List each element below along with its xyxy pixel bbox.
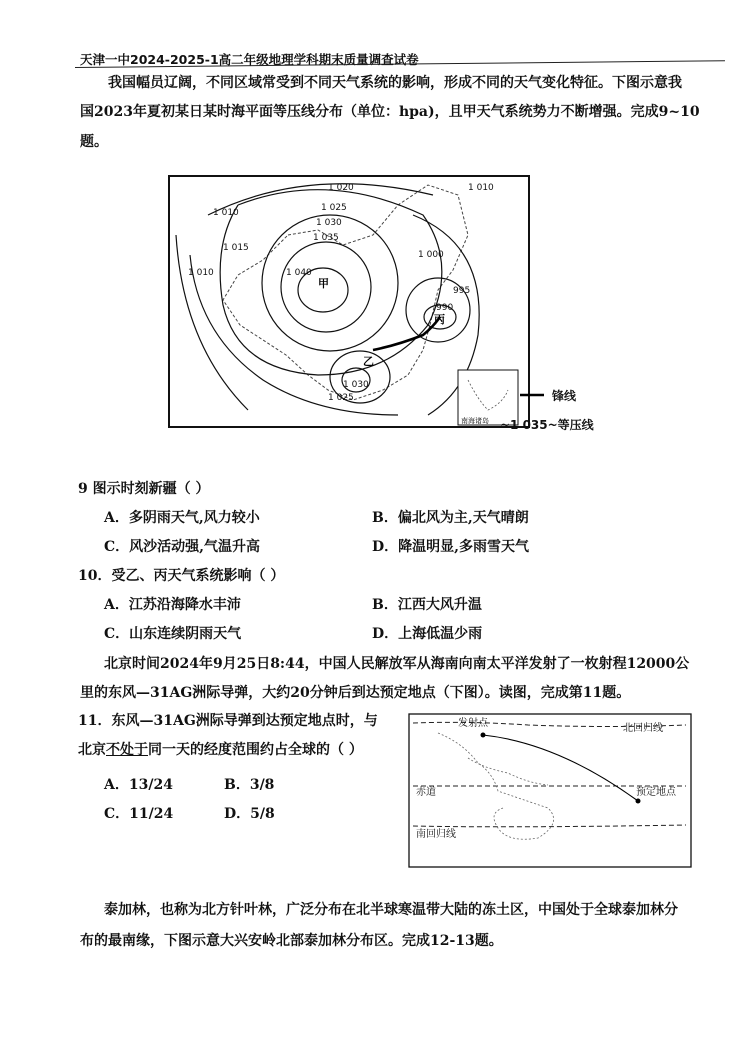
intro3-line-2: 布的最南缘，下图示意大兴安岭北部泰加林分布区。完成12-13题。: [80, 933, 503, 949]
q11-option-c: C．11/24: [104, 806, 174, 822]
isobar-label: 1 000: [418, 250, 444, 260]
isobar-label: 1 010: [188, 268, 214, 278]
tropic-s-label: 南回归线: [416, 829, 456, 840]
q9-option-b: B．偏北风为主,天气晴朗: [372, 510, 529, 526]
intro-line-1: 我国幅员辽阔，不同区域常受到不同天气系统的影响，形成不同的天气变化特征。下图示意我: [108, 75, 682, 91]
isobar-label: 1 035: [313, 233, 339, 243]
q11-stem-part: 北京: [78, 742, 106, 758]
intro-line-2: 国2023年夏初某日某时海平面等压线分布（单位：hpa)，且甲天气系统势力不断增强。完成9~10: [80, 104, 700, 120]
q9-option-d: D．降温明显,多雨雪天气: [372, 539, 530, 555]
isobar-label: 1 015: [223, 243, 249, 253]
inset-label: 南海诸岛: [461, 417, 489, 425]
q10-stem: 10．受乙、丙天气系统影响（ ）: [78, 568, 285, 584]
q9-stem: 9 图示时刻新疆（ ）: [78, 481, 210, 497]
isobar-label: 1 025: [328, 393, 354, 403]
isobar-label: 1 030: [316, 218, 342, 228]
system-bing: 丙: [434, 313, 445, 326]
q11-option-a: A．13/24: [104, 777, 173, 793]
isobar-label: 1 025: [321, 203, 347, 213]
q11-stem-line-1: 11．东风—31AG洲际导弹到达预定地点时，与: [78, 713, 378, 729]
system-jia: 甲: [318, 277, 329, 290]
isobar-label: 1 010: [468, 183, 494, 193]
exam-header: 天津一中2024-2025-1高二年级地理学科期末质量调查试卷: [80, 52, 419, 67]
isobar-label: 1 030: [343, 380, 369, 390]
isobar-legend-label: ~1 035~等压线: [500, 418, 594, 432]
q11-stem-line-2: [78, 739, 363, 759]
q10-option-b: B．江西大风升温: [372, 597, 482, 613]
isobar-label: 1 010: [213, 208, 239, 218]
intro-line-3: 题。: [80, 134, 108, 150]
q11-emphasis: 不处于: [106, 742, 148, 758]
intro3-line-1: 泰加林，也称为北方针叶林，广泛分布在北半球寒温带大陆的冻土区，中国处于全球泰加林分: [104, 902, 678, 918]
tropic-n-label: 北回归线: [623, 723, 663, 734]
intro2-line-2: 里的东风—31AG洲际导弹，大约20分钟后到达预定地点（下图）。读图，完成第11题。: [80, 685, 631, 701]
equator-label: 赤道: [416, 787, 436, 798]
q10-option-a: A．江苏沿海降水丰沛: [104, 597, 241, 613]
q11-option-b: B．3/8: [224, 777, 275, 793]
q9-option-a: A．多阴雨天气,风力较小: [104, 510, 260, 526]
q11-option-d: D．5/8: [224, 806, 275, 822]
system-yi: 乙: [363, 355, 374, 368]
front-legend-symbol: [518, 388, 548, 402]
q10-option-d: D．上海低温少雨: [372, 626, 483, 642]
isobar-label: 990: [436, 303, 454, 313]
q9-option-c: C．风沙活动强,气温升高: [104, 539, 261, 555]
isobar-label: 1 040: [286, 268, 312, 278]
q11-stem-part: 同一天的经度范围约占全球的（ ）: [148, 742, 363, 758]
intro2-line-1: 北京时间2024年9月25日8:44，中国人民解放军从海南向南太平洋发射了一枚射程12000公: [104, 656, 690, 672]
isobar-label: 1 020: [328, 183, 354, 193]
target-label: 预定地点: [636, 787, 676, 798]
isobar-map: [168, 175, 530, 428]
missile-map: [408, 713, 692, 868]
isobar-label: 995: [453, 286, 471, 296]
front-legend-label: 锋线: [552, 389, 577, 403]
q10-option-c: C．山东连续阴雨天气: [104, 626, 242, 642]
launch-label: 发射点: [458, 718, 488, 729]
